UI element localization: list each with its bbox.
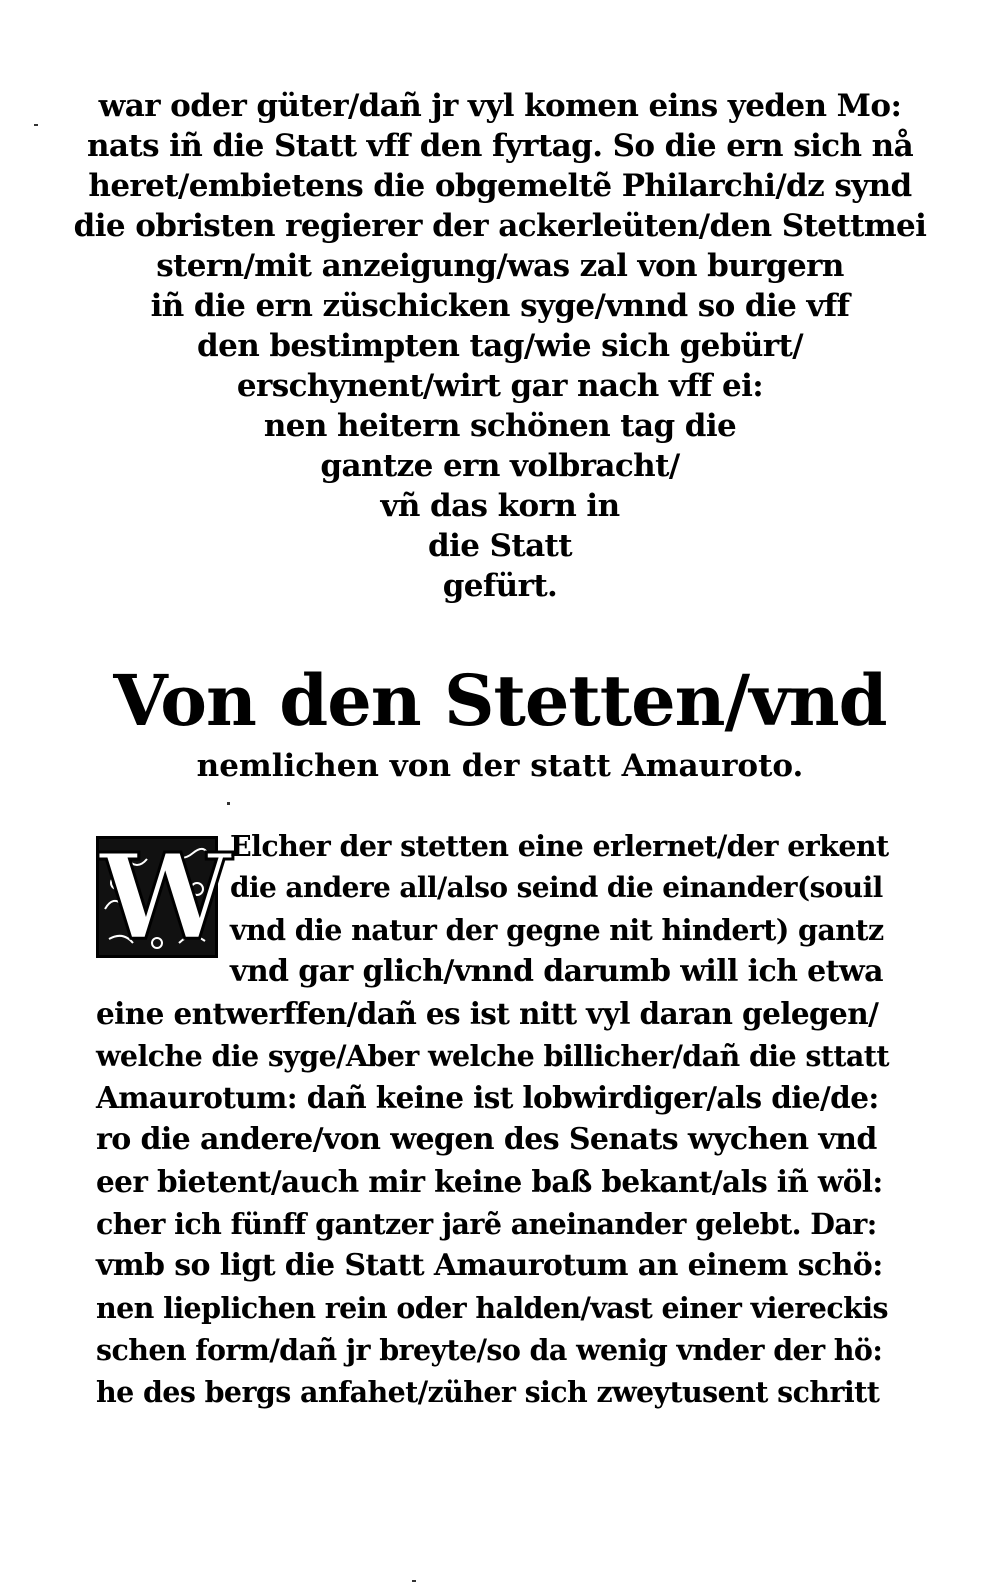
- text-line: nen heitern schönen tag die: [263, 408, 737, 444]
- section-subheading: nemlichen von der statt Amauroto.: [196, 748, 804, 784]
- text-line: war oder güter/dañ jr vyl komen eins yeden Mo:: [98, 88, 902, 124]
- text-line: ro die andere/von wegen des Senats wychen vnd: [96, 1122, 877, 1157]
- text-line: vnd die natur der gegne nit hindert) gantz: [230, 913, 884, 947]
- text-line: nen lieplichen rein oder halden/vast einer viereckis: [96, 1291, 888, 1325]
- text-line: gefürt.: [442, 568, 558, 604]
- section-heading: Von den Stetten/vnd: [113, 659, 887, 742]
- text-line: welche die syge/Aber welche billicher/dañ die sttatt: [96, 1039, 889, 1073]
- text-line: stern/mit anzeigung/was zal von burgern: [156, 248, 844, 284]
- text-line: die andere all/also seind die einander(souil: [230, 871, 883, 904]
- text-line: den bestimpten tag/wie sich gebürt/: [197, 328, 803, 364]
- text-line: vnd gar glich/vnnd darumb will ich etwa: [230, 954, 883, 989]
- ink-speck: [412, 1580, 416, 1582]
- text-line: Amaurotum: dañ keine ist lobwirdiger/als die/de:: [96, 1080, 879, 1115]
- inverted-triangle-paragraph: [0, 86, 1000, 606]
- text-line: eine entwerffen/dañ es ist nitt vyl daran gelegen/: [96, 996, 879, 1031]
- text-line: vñ das korn in: [380, 488, 620, 524]
- ink-speck: [227, 802, 230, 805]
- text-line: heret/embietens die obgemeltẽ Philarchi/dz synd: [88, 168, 912, 204]
- text-line: vmb so ligt die Statt Amaurotum an einem schö:: [96, 1248, 883, 1283]
- text-line: eer bietent/auch mir keine baß bekant/als iñ wöl:: [96, 1164, 883, 1199]
- text-line: iñ die ern züschicken syge/vnnd so die vff: [150, 288, 850, 324]
- text-line: gantze ern volbracht/: [320, 448, 680, 484]
- text-line: schen form/dañ jr breyte/so da wenig vnder der hö:: [96, 1333, 883, 1367]
- text-line: die Statt: [428, 528, 572, 564]
- text-line: he des bergs anfahet/züher sich zweytusent schritt: [96, 1375, 880, 1409]
- text-line: cher ich fünff gantzer jarẽ aneinander gelebt. Dar:: [96, 1207, 877, 1241]
- text-line: die obristen regierer der ackerleüten/den Stettmei: [73, 208, 927, 244]
- text-line: Elcher der stetten eine erlernet/der erkent: [230, 829, 889, 863]
- text-line: erschynent/wirt gar nach vff ei:: [236, 368, 764, 404]
- decorated-initial: [96, 827, 232, 966]
- text-line: nats iñ die Statt vff den fyrtag. So die ern sich nå: [86, 128, 914, 164]
- initial-letter: W: [99, 827, 232, 966]
